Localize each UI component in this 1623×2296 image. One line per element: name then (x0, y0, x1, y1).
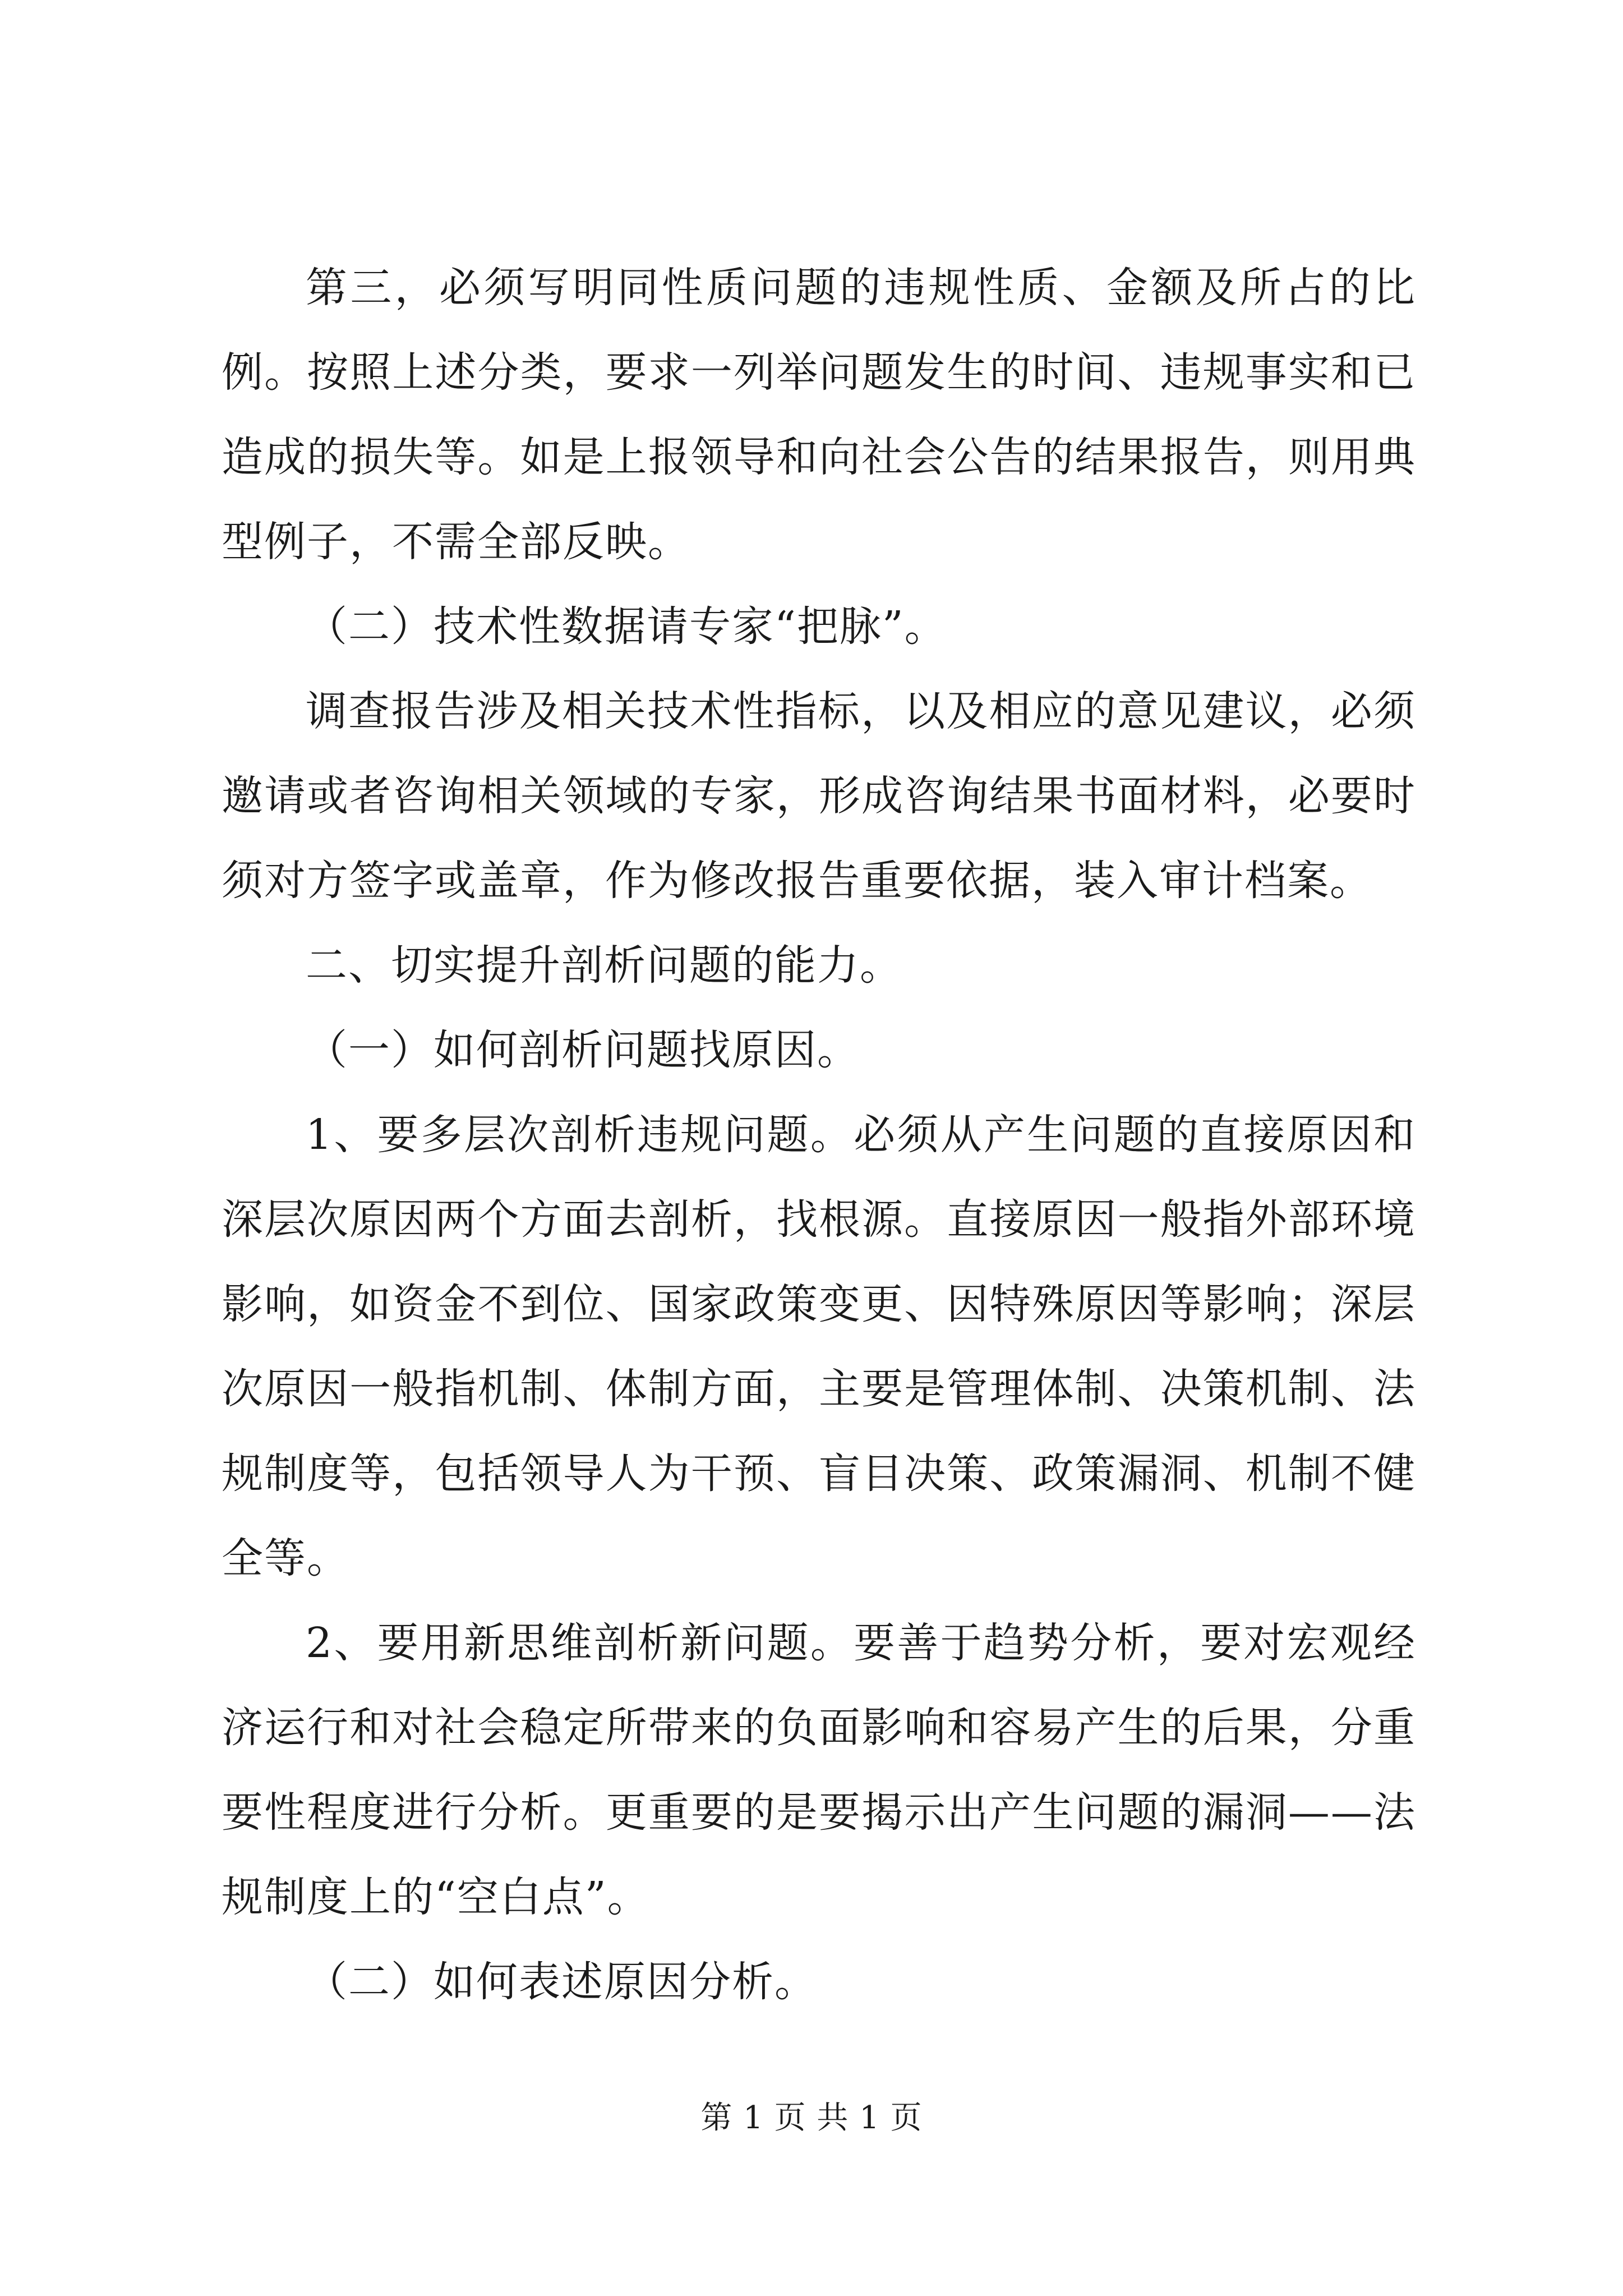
heading-section-two: 二、切实提升剖析问题的能力。 (306, 941, 902, 990)
subheading-analyze-causes: （一）如何剖析问题找原因。 (306, 1026, 860, 1074)
paragraph-new-thinking: 2、要用新思维剖析新问题。要善于趋势分析，要对宏观经济运行和对社会稳定所带来的负面影响和容易产生的后果，分重要性程度进行分析。更重要的是要揭示出产生问题的漏洞——法规制度上的“空白点”。 (222, 1619, 1416, 1921)
document-body (222, 246, 1416, 2024)
paragraph-expert-consult: 调查报告涉及相关技术性指标，以及相应的意见建议，必须邀请或者咨询相关领域的专家，形成咨询结果书面材料，必要时须对方签字或盖章，作为修改报告重要依据，装入审计档案。 (222, 687, 1416, 905)
subheading-expert-data: （二）技术性数据请专家“把脉”。 (306, 602, 947, 651)
paragraph-third-point: 第三，必须写明同性质问题的违规性质、金额及所占的比例。按照上述分类，要求一列举问题发生的时间、违规事实和已造成的损失等。如是上报领导和向社会公告的结果报告，则用典型例子，不需全部反映。 (222, 264, 1416, 566)
page-footer: 第 1 页 共 1 页 (700, 2100, 923, 2136)
subheading-express-causes: （二）如何表述原因分析。 (306, 1958, 817, 2006)
paragraph-multilevel-analysis: 1、要多层次剖析违规问题。必须从产生问题的直接原因和深层次原因两个方面去剖析，找根源。直接原因一般指外部环境影响，如资金不到位、国家政策变更、因特殊原因等影响；深层次原因一般指机制、体制方面，主要是管理体制、决策机制、法规制度等，包括领导人为干预、盲目决策、政策漏洞、机制不健全等。 (222, 1111, 1416, 1582)
